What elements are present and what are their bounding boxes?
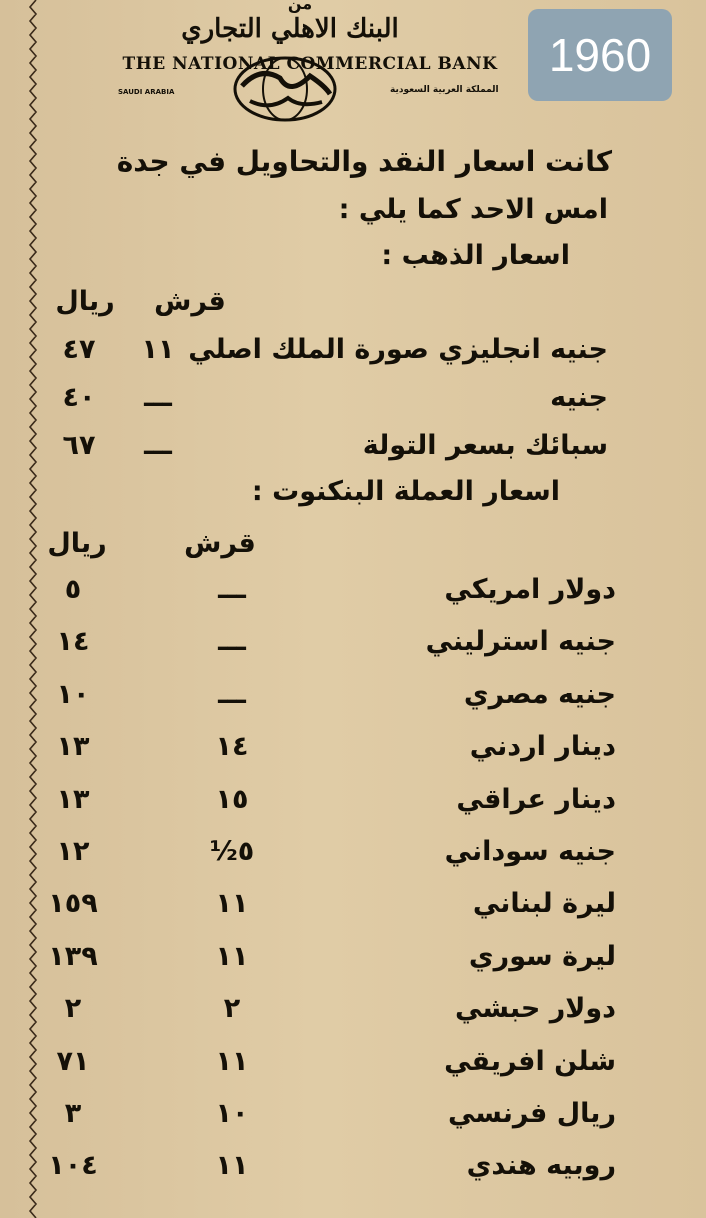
banknote-item-name: ريال فرنسي [447, 1098, 616, 1129]
banknote-col-qirsh: قرش [184, 528, 256, 559]
torn-edge-decoration [0, 0, 60, 1218]
intro-line-1: كانت اسعار النقد والتحاويل في جدة [116, 145, 612, 178]
intro-line-2: امس الاحد كما يلي : [338, 194, 608, 225]
banknote-item-rial: ١٤ [56, 626, 90, 658]
banknote-item-qirsh: ١٠ [215, 1098, 249, 1129]
banknote-item-name: ليرة لبناني [472, 888, 616, 920]
from-label: من [287, 0, 313, 13]
banknote-item-qirsh: ١١ [215, 1045, 249, 1077]
bank-name-english: THE NATIONAL COMMERCIAL BANK [122, 54, 498, 74]
banknote-item-rial: ٣ [64, 1098, 82, 1129]
banknote-item-rial: ١٥٩ [48, 888, 98, 920]
gold-item-qirsh: ـــ [144, 382, 172, 413]
banknote-item-qirsh: ـــ [218, 574, 246, 605]
banknote-item-name: دولار امريكي [444, 574, 616, 605]
banknote-item-rial: ١٠ [56, 678, 90, 710]
banknote-item-rial: ١٢ [56, 836, 90, 867]
banknote-item-name: جنيه استرليني [425, 626, 616, 658]
banknote-item-rial: ٢ [64, 993, 82, 1025]
gold-item-name: جنيه انجليزي صورة الملك اصلي [188, 334, 608, 365]
country-arabic: المملكة العربية السعودية [390, 85, 499, 95]
gold-heading: اسعار الذهب : [381, 240, 570, 271]
banknote-item-name: دولار حبشي [455, 993, 616, 1025]
banknote-item-name: جنيه سوداني [444, 836, 616, 867]
bank-letterhead [90, 0, 530, 120]
banknote-item-rial: ٧١ [56, 1045, 90, 1077]
banknote-item-name: دينار اردني [469, 731, 616, 763]
banknote-item-name: دينار عراقي [456, 783, 616, 815]
banknote-item-name: شلن افريقي [444, 1045, 616, 1077]
gold-col-qirsh: قرش [154, 286, 226, 317]
gold-item-rial: ٤٠ [62, 382, 96, 413]
banknote-item-qirsh: ١١ [215, 888, 249, 920]
banknote-item-rial: ١٣٩ [48, 940, 98, 972]
banknote-item-rial: ١٠٤ [48, 1150, 98, 1182]
gold-item-rial: ٤٧ [62, 334, 96, 365]
gold-item-name: جنيه [550, 382, 608, 413]
banknote-item-rial: ٥ [64, 574, 82, 605]
banknote-item-name: روبيه هندي [466, 1150, 616, 1182]
banknote-item-qirsh: ١٥ [215, 783, 249, 815]
bank-name-arabic: البنك الاهلي التجاري [181, 14, 399, 44]
banknote-item-name: جنيه مصري [463, 678, 616, 710]
banknote-item-qirsh: ١١ [215, 1150, 249, 1182]
gold-item-rial: ٦٧ [62, 430, 96, 461]
banknote-item-qirsh: ـــ [218, 678, 246, 710]
banknote-col-rial: ريال [47, 528, 107, 559]
banknote-item-qirsh: ـــ [218, 626, 246, 658]
banknote-item-qirsh: ٢ [223, 993, 241, 1025]
gold-col-rial: ريال [55, 286, 115, 317]
gold-item-name: سبائك بسعر التولة [362, 430, 608, 461]
banknote-item-qirsh: ١١ [215, 940, 249, 972]
country-english: SAUDI ARABIA [118, 88, 175, 96]
banknote-item-name: ليرة سوري [468, 940, 616, 972]
gold-item-qirsh: ـــ [144, 430, 172, 461]
banknote-item-qirsh: ١٤ [215, 731, 249, 763]
banknote-item-rial: ١٣ [56, 783, 90, 815]
banknote-item-qirsh: ٥½ [209, 836, 255, 867]
banknote-item-rial: ١٣ [56, 731, 90, 763]
gold-item-qirsh: ١١ [141, 334, 175, 365]
year-badge: 1960 [528, 9, 672, 101]
banknote-heading: اسعار العملة البنكنوت : [251, 476, 560, 507]
